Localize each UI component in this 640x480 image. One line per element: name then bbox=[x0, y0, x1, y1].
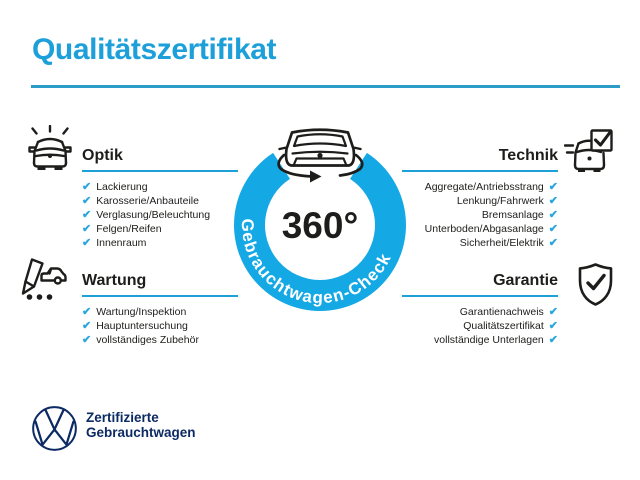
ring-text: Gebrauchtwagen-Check bbox=[237, 218, 396, 308]
section-title: Garantie bbox=[493, 272, 558, 289]
checklist-item-label: Wartung/Inspektion bbox=[96, 306, 187, 318]
checklist-item-label: vollständige Unterlagen bbox=[434, 334, 544, 346]
check-icon: ✔ bbox=[548, 305, 558, 318]
check-icon: ✔ bbox=[548, 236, 558, 249]
check-icon: ✔ bbox=[82, 194, 92, 207]
checklist-item-label: Innenraum bbox=[96, 237, 147, 249]
checklist-item-label: Aggregate/Antriebsstrang bbox=[424, 181, 544, 193]
section-rule bbox=[402, 170, 558, 172]
check-icon: ✔ bbox=[82, 208, 92, 221]
footer-line1: Zertifizierte bbox=[86, 410, 159, 425]
checklist-item-label: Qualitätszertifikat bbox=[463, 320, 544, 332]
checklist-item-label: Felgen/Reifen bbox=[96, 223, 162, 235]
checklist-item-label: Bremsanlage bbox=[481, 209, 544, 221]
checklist-item bbox=[82, 333, 272, 347]
checklist-item-label: Hauptuntersuchung bbox=[96, 320, 188, 332]
check-icon: ✔ bbox=[82, 333, 92, 346]
shield-check-icon bbox=[577, 262, 614, 308]
checklist-item-label: Sicherheit/Elektrik bbox=[459, 237, 544, 249]
checklist-item-label: Unterboden/Abgasanlage bbox=[424, 223, 544, 235]
vw-logo-icon bbox=[31, 405, 78, 452]
check-icon: ✔ bbox=[82, 319, 92, 332]
check-icon: ✔ bbox=[548, 194, 558, 207]
check-icon: ✔ bbox=[82, 180, 92, 193]
check-icon: ✔ bbox=[548, 319, 558, 332]
footer-line2: Gebrauchtwagen bbox=[86, 425, 196, 440]
section-rule bbox=[82, 295, 238, 297]
section-title: Technik bbox=[498, 147, 558, 164]
section-title: Optik bbox=[82, 147, 123, 164]
checklist-item bbox=[368, 333, 558, 347]
car-front-shine-icon bbox=[26, 125, 74, 177]
check-icon: ✔ bbox=[548, 180, 558, 193]
degree-text: 360° bbox=[281, 205, 359, 246]
page-title: Qualitätszertifikat bbox=[32, 33, 277, 66]
check-icon: ✔ bbox=[82, 236, 92, 249]
checklist-item-label: Lenkung/Fahrwerk bbox=[456, 195, 544, 207]
checklist-item-label: Karosserie/Anbauteile bbox=[96, 195, 199, 207]
checklist-item-label: Verglasung/Beleuchtung bbox=[96, 209, 211, 221]
car-rotation-icon bbox=[279, 130, 363, 183]
check-icon: ✔ bbox=[548, 208, 558, 221]
check-icon: ✔ bbox=[82, 222, 92, 235]
checklist-item-label: vollständiges Zubehör bbox=[96, 334, 199, 346]
footer-claim bbox=[86, 410, 196, 440]
badge-360 bbox=[220, 125, 420, 325]
check-icon: ✔ bbox=[548, 333, 558, 346]
check-icon: ✔ bbox=[82, 305, 92, 318]
checklist-item-label: Lackierung bbox=[96, 181, 148, 193]
section-title: Wartung bbox=[82, 272, 147, 289]
section-rule bbox=[82, 170, 238, 172]
checklist-item-label: Garantienachweis bbox=[459, 306, 544, 318]
section-rule bbox=[402, 295, 558, 297]
title-rule bbox=[31, 85, 620, 88]
service-checklist-icon bbox=[20, 257, 68, 301]
check-icon: ✔ bbox=[548, 222, 558, 235]
car-checkbox-icon bbox=[564, 129, 614, 176]
